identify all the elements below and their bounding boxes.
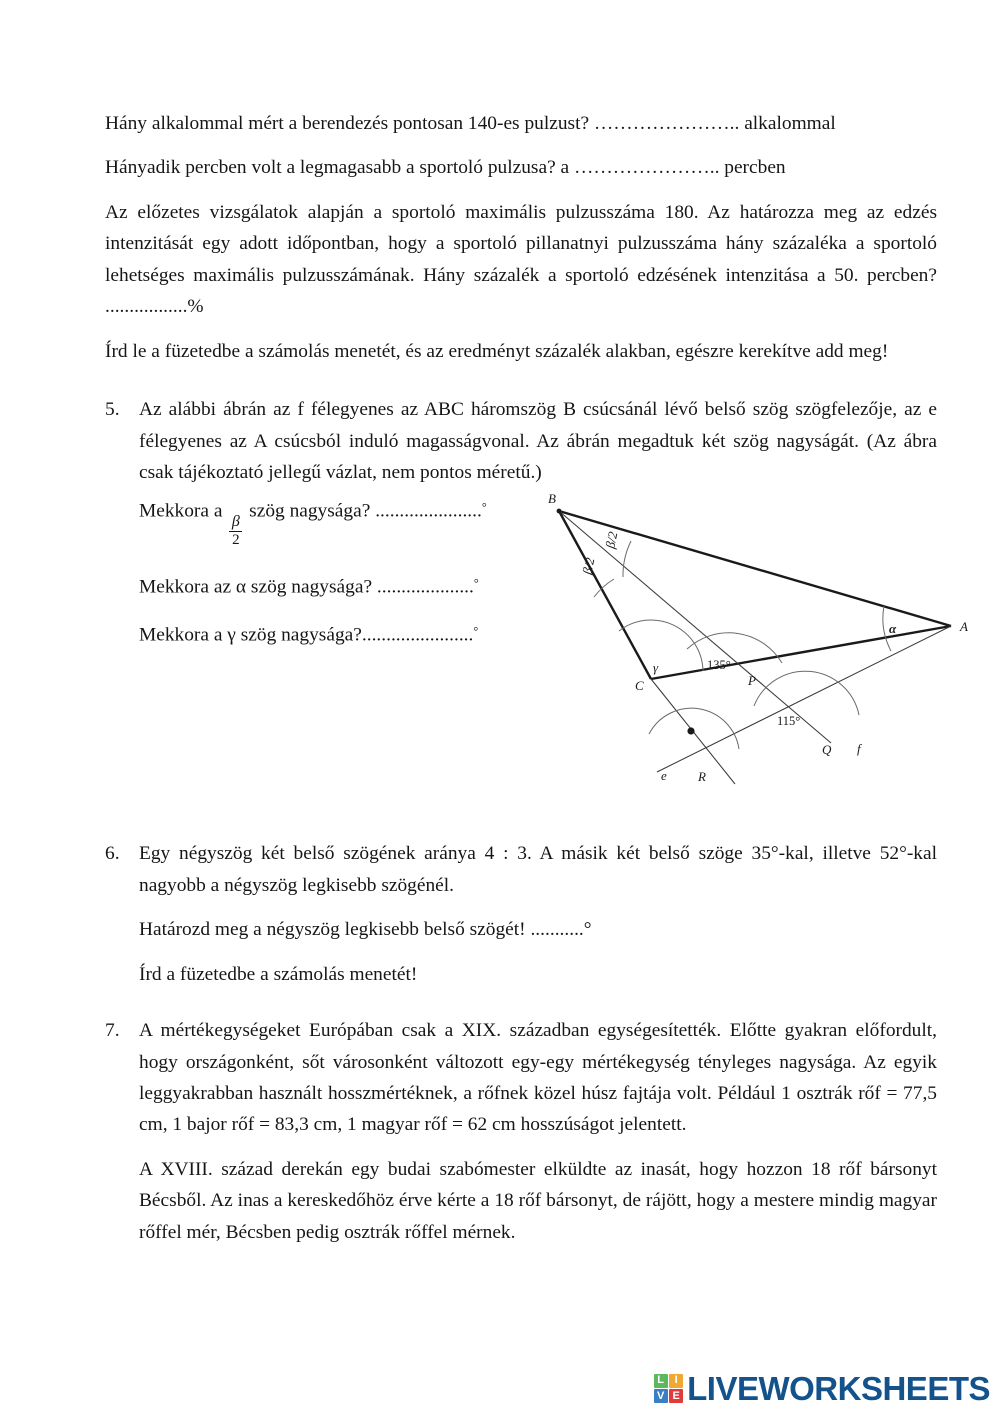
- label-C: C: [635, 678, 644, 694]
- logo-tile-e: E: [669, 1389, 683, 1403]
- altitude-line: [657, 626, 951, 772]
- label-R: R: [698, 769, 706, 785]
- vertex-dot-B: [557, 509, 562, 514]
- label-ray-e: e: [661, 768, 667, 784]
- degree-symbol-alpha: °: [473, 575, 479, 590]
- label-B: B: [548, 491, 556, 507]
- altitude-ray-e: [657, 626, 951, 772]
- subquestion-alpha-prefix: Mekkora az α szög nagysága?: [139, 575, 373, 597]
- label-A: A: [960, 619, 968, 635]
- answer-blank-beta-half[interactable]: ......................: [375, 500, 482, 522]
- logo-tile-v: V: [654, 1389, 668, 1403]
- fraction-numerator: β: [231, 512, 240, 530]
- degree-symbol-gamma: °: [473, 624, 479, 639]
- subquestion-beta-half: [139, 501, 549, 547]
- label-beta-half-upper: β/2: [602, 530, 621, 550]
- question-5-body: Az alábbi ábrán az f félegyenes az ABC háromszög B csúcsánál lévő belső szög szögfelezője, az e félegyenes az A csúcsból induló magasságvonal. Az ábrán megadtuk két szög nagyságát. (Az ábra csak tájékoztató jellegű vázlat, nem pontos méretű.): [139, 399, 937, 483]
- subquestion-gamma: [139, 625, 549, 645]
- question-6-answer-line[interactable]: Határozd meg a négyszög legkisebb belső szögét! ...........°: [139, 919, 592, 941]
- question-7-number: 7.: [105, 1020, 120, 1042]
- subquestion-alpha: [139, 577, 549, 597]
- answer-blank-alpha[interactable]: ....................: [376, 575, 474, 597]
- degree-symbol-beta: °: [481, 500, 487, 515]
- intro-paragraph: Az előzetes vizsgálatok alapján a sportoló maximális pulzusszáma 180. Az határozza meg az edzés intenzitását egy adott időpontban, hogy a sportoló pillanatnyi pulzusszáma hány százaléka a sportoló lehetséges maximális pulzusszámának. Hány százalék a sportoló edzésének intenzitása a 50. percben? .................%: [105, 201, 937, 318]
- question-6: [105, 838, 937, 990]
- subquestion-gamma-prefix: Mekkora a γ szög nagysága?: [139, 624, 362, 646]
- liveworksheets-logo[interactable]: [654, 1372, 990, 1405]
- question-5-figure-row: [139, 491, 968, 801]
- subquestion-beta-half-prefix: Mekkora a: [139, 500, 223, 522]
- intro-line-2: Hányadik percben volt a legmagasabb a sportoló pulzusa? a ………………….. percben: [105, 157, 786, 179]
- label-gamma: γ: [653, 660, 659, 676]
- triangle-figure: [539, 491, 969, 791]
- logo-wordmark: LIVEWORKSHEETS: [687, 1370, 990, 1407]
- label-P: P: [748, 673, 756, 689]
- angle-arc-115: [754, 672, 859, 716]
- logo-tile-i: I: [669, 1374, 683, 1388]
- subquestion-beta-half-suffix: szög nagysága?: [249, 500, 371, 522]
- intro-line-1: Hány alkalommal mért a berendezés pontosan 140-es pulzust? ………………….. alkalommal: [105, 113, 836, 134]
- question-5: [105, 394, 968, 801]
- question-6-instruction: Írd a füzetedbe a számolás menetét!: [139, 963, 418, 985]
- question-5-number: 5.: [105, 399, 120, 421]
- page-content: [105, 108, 968, 1259]
- angle-arc-right: [649, 709, 739, 750]
- logo-tiles: [654, 1374, 684, 1404]
- label-angle-135: 135°: [707, 658, 731, 673]
- logo-tile-l: L: [654, 1374, 668, 1388]
- question-6-body: Egy négyszög két belső szögének aránya 4 : 3. A másik két belső szöge 35°-kal, illetve 52°-kal nagyobb a négyszög legkisebb szögénél.: [139, 843, 937, 896]
- label-alpha: α: [889, 621, 897, 637]
- label-beta-half-lower: β/2: [579, 556, 598, 576]
- fraction-beta-over-two: [229, 514, 242, 548]
- spacer: [105, 380, 937, 394]
- spacer: [105, 812, 937, 838]
- side-BA: [559, 511, 951, 626]
- question-7-body-2: A XVIII. század derekán egy budai szabómester elküldte az inasát, hogy hozzon 18 rőf bársonyt Bécsből. Az inas a kereskedőhöz érve kérte a 18 rőf bársonyt, de rájött, hogy a mestere mindig magyar rőffel mér, Bécsben pedig osztrák rőffel mérnek.: [139, 1158, 937, 1243]
- question-6-number: 6.: [105, 843, 120, 865]
- fraction-denominator: 2: [232, 531, 240, 548]
- label-Q: Q: [822, 742, 832, 758]
- question-7-body: A mértékegységeket Európában csak a XIX. században egységesítették. Előtte gyakran előfordult, hogy országonként, sőt városonként változott egy-egy mértékegység tényleges nagysága. Az egyik leggyakrabban használt hosszmértéknek, a rőfnek közel húsz fajtája volt. Például 1 osztrák rőf = 77,5 cm, 1 bajor rőf = 83,3 cm, 1 magyar rőf = 62 cm hosszúságot jelentett.: [139, 1020, 937, 1136]
- spacer: [105, 1001, 937, 1015]
- question-7: [105, 1015, 937, 1248]
- answer-blank-gamma[interactable]: .......................: [361, 624, 474, 646]
- label-ray-f: f: [857, 741, 861, 757]
- triangle-figure-svg: [539, 491, 969, 791]
- right-angle-dot-icon: [687, 728, 694, 735]
- label-angle-115: 115°: [777, 714, 801, 729]
- question-5-subquestions: [139, 501, 549, 645]
- intro-instruction: Írd le a füzetedbe a számolás menetét, és az eredményt százalék alakban, egészre kerekítve add meg!: [105, 340, 889, 362]
